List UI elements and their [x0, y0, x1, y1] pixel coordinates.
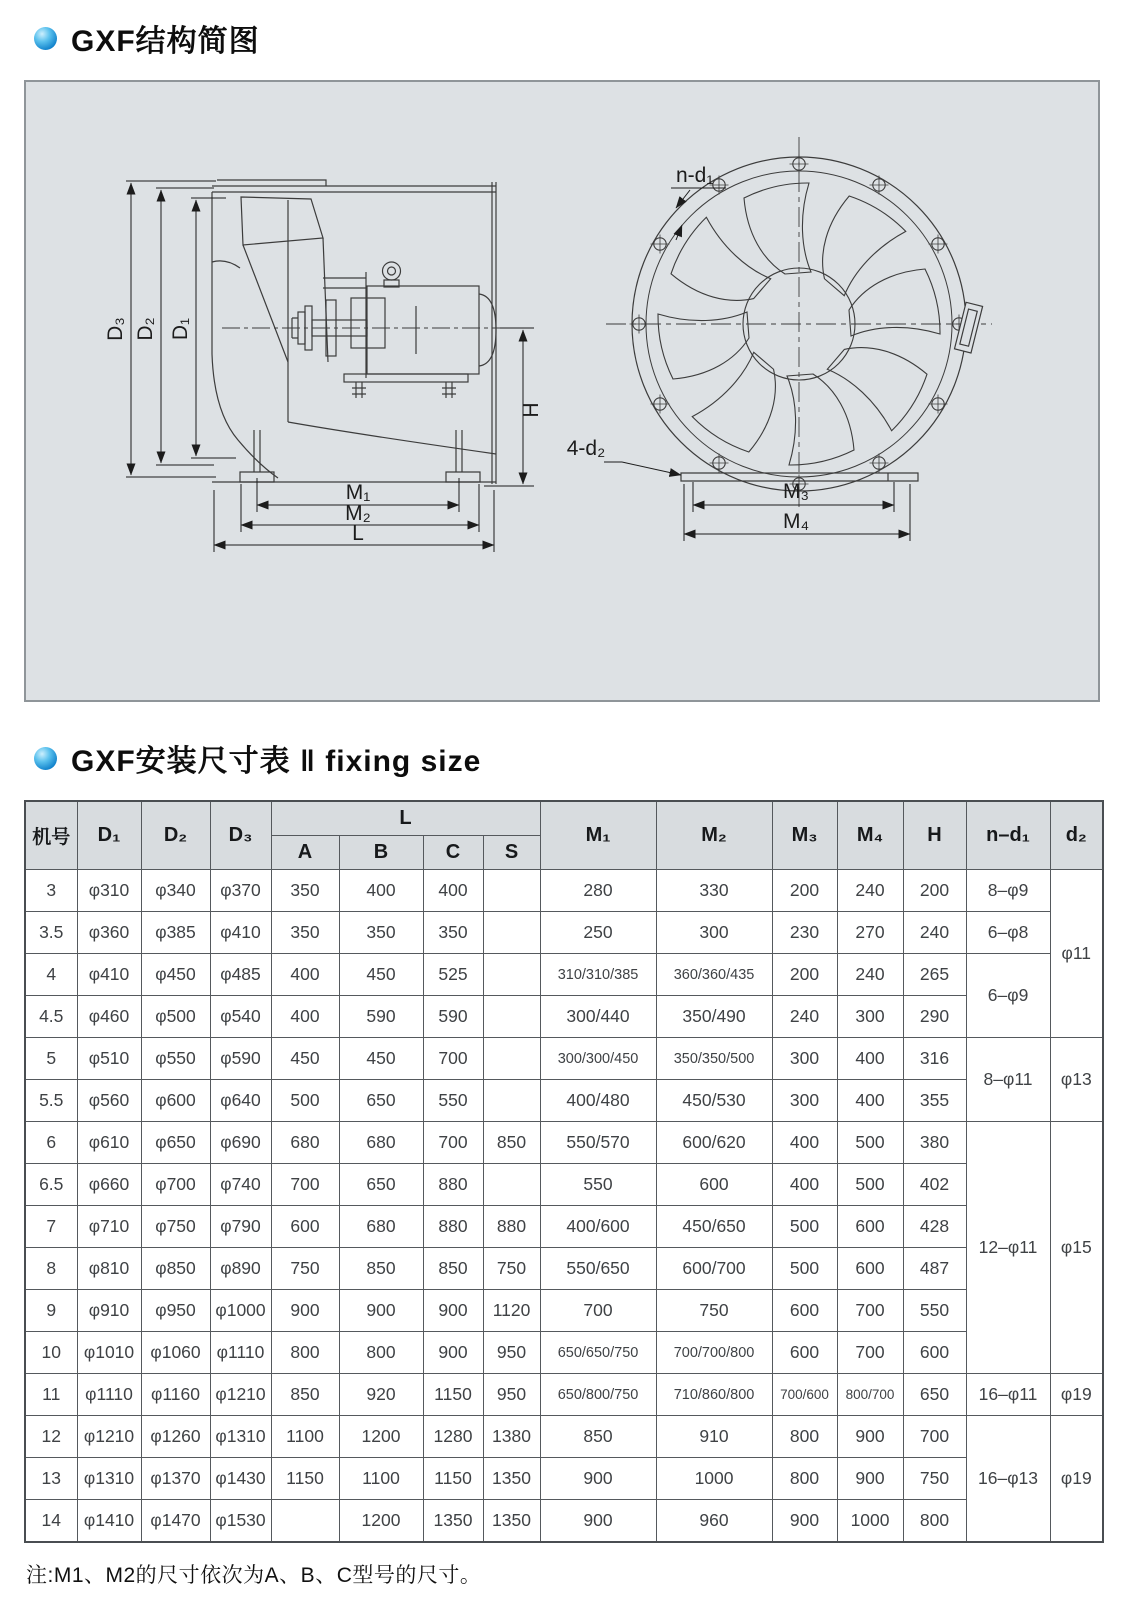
- cell-d2: φ650: [141, 1122, 210, 1164]
- front-view: [606, 137, 992, 507]
- cell-m1: 550: [540, 1164, 656, 1206]
- cell-m1: 900: [540, 1458, 656, 1500]
- cell-h: 800: [903, 1500, 966, 1543]
- cell-d2: φ450: [141, 954, 210, 996]
- cell-m3: 300: [772, 1080, 837, 1122]
- cell-m4: 270: [837, 912, 903, 954]
- table-row: [25, 1416, 1103, 1458]
- cell-m4: 240: [837, 954, 903, 996]
- cell-nd1: 6–φ9: [966, 954, 1050, 1038]
- cell-h: 750: [903, 1458, 966, 1500]
- cell-b: 850: [339, 1248, 423, 1290]
- cell-d3: φ410: [210, 912, 271, 954]
- cell-m3: 900: [772, 1500, 837, 1543]
- cell-nd1: 16–φ13: [966, 1416, 1050, 1543]
- cell-m3: 200: [772, 870, 837, 912]
- cell-d2: φ1060: [141, 1332, 210, 1374]
- cell-d2: φ1160: [141, 1374, 210, 1416]
- cell-m3: 230: [772, 912, 837, 954]
- table-row: [25, 954, 1103, 996]
- label-m2: M₂: [345, 502, 371, 525]
- cell-h: 650: [903, 1374, 966, 1416]
- cell-m3: 400: [772, 1122, 837, 1164]
- cell-m2: 450/650: [656, 1206, 772, 1248]
- cell-m4: 500: [837, 1164, 903, 1206]
- section1-title: GXF结构简图: [71, 25, 260, 58]
- cell-m3: 240: [772, 996, 837, 1038]
- cell-model: 6.5: [25, 1164, 77, 1206]
- cell-model: 10: [25, 1332, 77, 1374]
- cell-d2: φ500: [141, 996, 210, 1038]
- cell-m3: 400: [772, 1164, 837, 1206]
- cell-m4: 1000: [837, 1500, 903, 1543]
- cell-d1: φ810: [77, 1248, 141, 1290]
- cell-c: 1150: [423, 1374, 483, 1416]
- cell-h: 428: [903, 1206, 966, 1248]
- cell-nd1: 8–φ11: [966, 1038, 1050, 1122]
- cell-d3: φ1110: [210, 1332, 271, 1374]
- cell-d3: φ590: [210, 1038, 271, 1080]
- cell-model: 3: [25, 870, 77, 912]
- fixing-size-table: [24, 800, 1104, 1543]
- cell-d2: φ1470: [141, 1500, 210, 1543]
- cell-d2: φ1370: [141, 1458, 210, 1500]
- cell-d1: φ1410: [77, 1500, 141, 1543]
- cell-d3: φ640: [210, 1080, 271, 1122]
- cell-d2-hole: φ11: [1050, 870, 1103, 1038]
- cell-m4: 900: [837, 1416, 903, 1458]
- side-view-labels: [104, 317, 543, 545]
- cell-m2: 600/620: [656, 1122, 772, 1164]
- cell-d3: φ540: [210, 996, 271, 1038]
- cell-c: 900: [423, 1290, 483, 1332]
- cell-model: 4: [25, 954, 77, 996]
- cell-b: 1200: [339, 1500, 423, 1543]
- cell-s: [483, 870, 540, 912]
- table-header: [25, 801, 1103, 870]
- cell-nd1: 12–φ11: [966, 1122, 1050, 1374]
- table-row: [25, 1248, 1103, 1290]
- header-d1: D₁: [77, 801, 141, 870]
- cell-d1: φ710: [77, 1206, 141, 1248]
- cell-m3: 300: [772, 1038, 837, 1080]
- cell-d3: φ740: [210, 1164, 271, 1206]
- cell-d3: φ690: [210, 1122, 271, 1164]
- cell-nd1: 16–φ11: [966, 1374, 1050, 1416]
- header-m2: M₂: [656, 801, 772, 870]
- cell-m4: 600: [837, 1248, 903, 1290]
- cell-c: 1350: [423, 1500, 483, 1543]
- cell-b: 400: [339, 870, 423, 912]
- cell-s: 950: [483, 1374, 540, 1416]
- header-b: B: [339, 836, 423, 870]
- cell-d1: φ510: [77, 1038, 141, 1080]
- cell-a: 700: [271, 1164, 339, 1206]
- cell-d3: φ1000: [210, 1290, 271, 1332]
- cell-model: 6: [25, 1122, 77, 1164]
- cell-m3: 800: [772, 1458, 837, 1500]
- cell-d2-hole: φ19: [1050, 1416, 1103, 1543]
- cell-m1: 250: [540, 912, 656, 954]
- cell-s: [483, 1080, 540, 1122]
- side-view: [212, 180, 512, 484]
- cell-m2: 360/360/435: [656, 954, 772, 996]
- cell-h: 240: [903, 912, 966, 954]
- cell-s: 750: [483, 1248, 540, 1290]
- label-n-d1: n-d₁: [676, 164, 714, 187]
- cell-b: 1100: [339, 1458, 423, 1500]
- label-l: L: [352, 522, 364, 545]
- cell-b: 800: [339, 1332, 423, 1374]
- cell-d2: φ950: [141, 1290, 210, 1332]
- cell-d1: φ310: [77, 870, 141, 912]
- cell-c: 1150: [423, 1458, 483, 1500]
- cell-d2: φ850: [141, 1248, 210, 1290]
- cell-m2: 600/700: [656, 1248, 772, 1290]
- cell-d2: φ340: [141, 870, 210, 912]
- label-4-d2: 4-d₂: [566, 437, 606, 460]
- cell-m3: 600: [772, 1290, 837, 1332]
- table-row: [25, 1500, 1103, 1543]
- cell-d3: φ1430: [210, 1458, 271, 1500]
- table-row: [25, 1374, 1103, 1416]
- table-row: [25, 870, 1103, 912]
- label-d2: D₂: [134, 317, 157, 341]
- table-row: [25, 1206, 1103, 1248]
- cell-model: 11: [25, 1374, 77, 1416]
- cell-d3: φ790: [210, 1206, 271, 1248]
- header-h: H: [903, 801, 966, 870]
- cell-c: 525: [423, 954, 483, 996]
- cell-d1: φ1110: [77, 1374, 141, 1416]
- header-c: C: [423, 836, 483, 870]
- label-m4: M₄: [782, 510, 810, 533]
- section1-header: [34, 16, 1100, 60]
- cell-m1: 900: [540, 1500, 656, 1543]
- cell-m2: 750: [656, 1290, 772, 1332]
- cell-m1: 850: [540, 1416, 656, 1458]
- cell-m2: 710/860/800: [656, 1374, 772, 1416]
- table-row: [25, 1290, 1103, 1332]
- cell-b: 680: [339, 1206, 423, 1248]
- cell-d1: φ910: [77, 1290, 141, 1332]
- cell-a: 500: [271, 1080, 339, 1122]
- cell-c: 350: [423, 912, 483, 954]
- cell-d3: φ890: [210, 1248, 271, 1290]
- cell-d2: φ1260: [141, 1416, 210, 1458]
- cell-b: 920: [339, 1374, 423, 1416]
- cell-b: 680: [339, 1122, 423, 1164]
- cell-m3: 700/600: [772, 1374, 837, 1416]
- header-d3: D₃: [210, 801, 271, 870]
- label-d3: D₃: [104, 317, 127, 341]
- cell-m2: 1000: [656, 1458, 772, 1500]
- cell-m4: 500: [837, 1122, 903, 1164]
- cell-model: 5: [25, 1038, 77, 1080]
- cell-a: 1100: [271, 1416, 339, 1458]
- cell-m3: 200: [772, 954, 837, 996]
- header-a: A: [271, 836, 339, 870]
- cell-b: 900: [339, 1290, 423, 1332]
- cell-c: 900: [423, 1332, 483, 1374]
- cell-m1: 280: [540, 870, 656, 912]
- cell-model: 5.5: [25, 1080, 77, 1122]
- cell-m1: 550/650: [540, 1248, 656, 1290]
- cell-d3: φ370: [210, 870, 271, 912]
- cell-m4: 600: [837, 1206, 903, 1248]
- section2-title: GXF安装尺寸表 ‖ fixing size: [71, 745, 482, 778]
- blue-bullet-icon: [34, 747, 57, 770]
- cell-s: [483, 1038, 540, 1080]
- cell-m4: 700: [837, 1290, 903, 1332]
- cell-d1: φ460: [77, 996, 141, 1038]
- cell-m3: 500: [772, 1206, 837, 1248]
- cell-m1: 300/300/450: [540, 1038, 656, 1080]
- cell-c: 700: [423, 1038, 483, 1080]
- cell-h: 290: [903, 996, 966, 1038]
- cell-nd1: 8–φ9: [966, 870, 1050, 912]
- cell-d1: φ1310: [77, 1458, 141, 1500]
- cell-a: 600: [271, 1206, 339, 1248]
- cell-b: 450: [339, 954, 423, 996]
- cell-model: 4.5: [25, 996, 77, 1038]
- cell-h: 265: [903, 954, 966, 996]
- cell-b: 1200: [339, 1416, 423, 1458]
- cell-c: 590: [423, 996, 483, 1038]
- cell-c: 880: [423, 1164, 483, 1206]
- label-d1: D₁: [169, 317, 192, 341]
- cell-s: [483, 1164, 540, 1206]
- cell-d2: φ700: [141, 1164, 210, 1206]
- cell-m3: 800: [772, 1416, 837, 1458]
- cell-c: 550: [423, 1080, 483, 1122]
- cell-d1: φ560: [77, 1080, 141, 1122]
- cell-m1: 700: [540, 1290, 656, 1332]
- cell-d2-hole: φ13: [1050, 1038, 1103, 1122]
- cell-model: 3.5: [25, 912, 77, 954]
- cell-d2: φ600: [141, 1080, 210, 1122]
- cell-b: 650: [339, 1164, 423, 1206]
- label-h: H: [520, 402, 543, 418]
- cell-s: 1350: [483, 1500, 540, 1543]
- cell-d3: φ485: [210, 954, 271, 996]
- cell-d3: φ1310: [210, 1416, 271, 1458]
- cell-d3: φ1530: [210, 1500, 271, 1543]
- section2-header: [34, 736, 1100, 780]
- cell-a: 450: [271, 1038, 339, 1080]
- cell-d1: φ1010: [77, 1332, 141, 1374]
- cell-h: 200: [903, 870, 966, 912]
- cell-m4: 800/700: [837, 1374, 903, 1416]
- cell-d2: φ550: [141, 1038, 210, 1080]
- cell-a: 400: [271, 954, 339, 996]
- cell-a: 800: [271, 1332, 339, 1374]
- table-row: [25, 1458, 1103, 1500]
- cell-c: 1280: [423, 1416, 483, 1458]
- cell-d1: φ360: [77, 912, 141, 954]
- cell-s: [483, 996, 540, 1038]
- cell-b: 450: [339, 1038, 423, 1080]
- cell-m2: 700/700/800: [656, 1332, 772, 1374]
- cell-h: 380: [903, 1122, 966, 1164]
- cell-m2: 450/530: [656, 1080, 772, 1122]
- cell-model: 12: [25, 1416, 77, 1458]
- cell-model: 9: [25, 1290, 77, 1332]
- cell-a: 400: [271, 996, 339, 1038]
- cell-model: 14: [25, 1500, 77, 1543]
- cell-s: 1120: [483, 1290, 540, 1332]
- cell-h: 487: [903, 1248, 966, 1290]
- cell-s: 880: [483, 1206, 540, 1248]
- cell-h: 550: [903, 1290, 966, 1332]
- cell-m2: 600: [656, 1164, 772, 1206]
- cell-c: 880: [423, 1206, 483, 1248]
- header-l: L: [271, 801, 540, 836]
- cell-s: 1380: [483, 1416, 540, 1458]
- cell-m1: 650/650/750: [540, 1332, 656, 1374]
- header-s: S: [483, 836, 540, 870]
- header-m4: M₄: [837, 801, 903, 870]
- cell-h: 402: [903, 1164, 966, 1206]
- cell-d1: φ610: [77, 1122, 141, 1164]
- cell-m2: 300: [656, 912, 772, 954]
- cell-m2: 910: [656, 1416, 772, 1458]
- cell-d1: φ410: [77, 954, 141, 996]
- cell-nd1: 6–φ8: [966, 912, 1050, 954]
- cell-s: 950: [483, 1332, 540, 1374]
- cell-model: 7: [25, 1206, 77, 1248]
- cell-s: 850: [483, 1122, 540, 1164]
- label-m3: M₃: [782, 480, 810, 503]
- cell-d1: φ1210: [77, 1416, 141, 1458]
- cell-m4: 300: [837, 996, 903, 1038]
- cell-d2: φ750: [141, 1206, 210, 1248]
- table-row: [25, 1080, 1103, 1122]
- cell-m4: 400: [837, 1038, 903, 1080]
- cell-m2: 960: [656, 1500, 772, 1543]
- header-model: 机号: [25, 801, 77, 870]
- cell-m2: 350/490: [656, 996, 772, 1038]
- front-view-dimensions: [604, 188, 910, 541]
- header-d2-hole: d₂: [1050, 801, 1103, 870]
- cell-model: 8: [25, 1248, 77, 1290]
- cell-d1: φ660: [77, 1164, 141, 1206]
- header-m1: M₁: [540, 801, 656, 870]
- cell-model: 13: [25, 1458, 77, 1500]
- cell-a: [271, 1500, 339, 1543]
- cell-a: 900: [271, 1290, 339, 1332]
- cell-d2-hole: φ15: [1050, 1122, 1103, 1374]
- cell-h: 316: [903, 1038, 966, 1080]
- table-row: [25, 1122, 1103, 1164]
- table-body: [25, 870, 1103, 1543]
- cell-a: 1150: [271, 1458, 339, 1500]
- fan-structure-drawing: [26, 82, 1098, 700]
- cell-m1: 550/570: [540, 1122, 656, 1164]
- cell-m3: 600: [772, 1332, 837, 1374]
- cell-s: [483, 954, 540, 996]
- cell-b: 650: [339, 1080, 423, 1122]
- cell-h: 700: [903, 1416, 966, 1458]
- cell-h: 600: [903, 1332, 966, 1374]
- page: [24, 16, 1100, 1589]
- header-d2: D₂: [141, 801, 210, 870]
- cell-a: 680: [271, 1122, 339, 1164]
- cell-a: 750: [271, 1248, 339, 1290]
- blue-bullet-icon: [34, 27, 57, 50]
- cell-m1: 650/800/750: [540, 1374, 656, 1416]
- cell-c: 400: [423, 870, 483, 912]
- table-row: [25, 996, 1103, 1038]
- cell-m1: 300/440: [540, 996, 656, 1038]
- side-view-dimensions: [126, 181, 534, 552]
- cell-m1: 400/480: [540, 1080, 656, 1122]
- cell-m2: 350/350/500: [656, 1038, 772, 1080]
- cell-m1: 400/600: [540, 1206, 656, 1248]
- label-m1: M₁: [345, 481, 371, 504]
- table-row: [25, 1038, 1103, 1080]
- table-row: [25, 912, 1103, 954]
- cell-d3: φ1210: [210, 1374, 271, 1416]
- cell-m4: 400: [837, 1080, 903, 1122]
- cell-b: 590: [339, 996, 423, 1038]
- cell-a: 350: [271, 912, 339, 954]
- cell-m4: 240: [837, 870, 903, 912]
- cell-s: [483, 912, 540, 954]
- cell-a: 850: [271, 1374, 339, 1416]
- cell-m3: 500: [772, 1248, 837, 1290]
- cell-s: 1350: [483, 1458, 540, 1500]
- header-m3: M₃: [772, 801, 837, 870]
- cell-b: 350: [339, 912, 423, 954]
- cell-m4: 900: [837, 1458, 903, 1500]
- cell-h: 355: [903, 1080, 966, 1122]
- cell-c: 850: [423, 1248, 483, 1290]
- cell-m4: 700: [837, 1332, 903, 1374]
- header-nd1: n–d₁: [966, 801, 1050, 870]
- structure-diagram-panel: [24, 80, 1100, 702]
- cell-d2: φ385: [141, 912, 210, 954]
- cell-c: 700: [423, 1122, 483, 1164]
- cell-d2-hole: φ19: [1050, 1374, 1103, 1416]
- cell-m2: 330: [656, 870, 772, 912]
- table-row: [25, 1164, 1103, 1206]
- table-row: [25, 1332, 1103, 1374]
- cell-m1: 310/310/385: [540, 954, 656, 996]
- table-note: 注:M1、M2的尺寸依次为A、B、C型号的尺寸。: [26, 1564, 482, 1587]
- cell-a: 350: [271, 870, 339, 912]
